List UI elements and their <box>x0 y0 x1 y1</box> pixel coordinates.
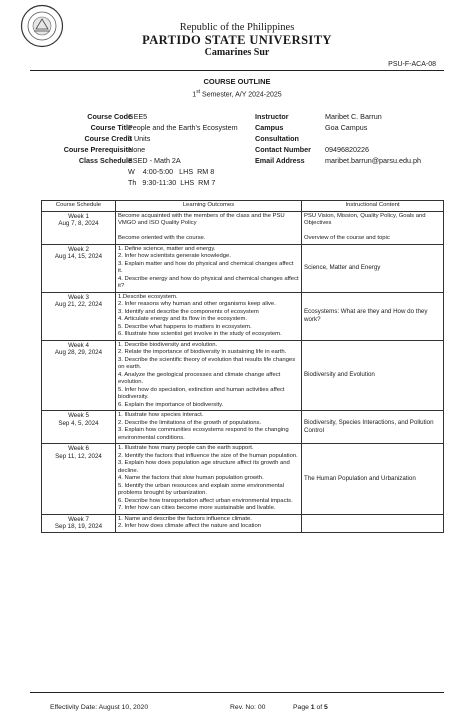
campus-value: Goa Campus <box>325 123 368 132</box>
row-learning-outcomes <box>116 340 302 411</box>
row-schedule <box>42 211 116 244</box>
week-label: Week 7 <box>68 515 89 523</box>
instructor-value: Maribet C. Barrun <box>325 112 382 121</box>
row-instructional-content <box>302 292 444 340</box>
outcome-line: 2. Infer how scientists generate knowledge. <box>118 253 231 259</box>
row-schedule <box>42 514 116 533</box>
outcome-line: 3. Explain how communities ecosystems respond to the changing environmental conditions. <box>118 427 289 441</box>
content-line: Biodiversity and Evolution <box>304 371 375 379</box>
outcome-line: 4. Describe energy and how do physical and chemical changes affect it? <box>118 275 299 289</box>
week-label: Week 2 <box>68 245 89 253</box>
header-divider <box>30 70 444 71</box>
outcome-line: 4. Articulate energy and its flow in the ecosystem. <box>118 316 248 322</box>
university-name: PARTIDO STATE UNIVERSITY <box>142 33 332 47</box>
outcome-line: 3. Describe the scientific theory of evolution that results life changes on earth. <box>118 356 296 370</box>
course-prerequisite-value: None <box>128 145 146 154</box>
week-label: Week 3 <box>68 293 89 301</box>
content-line: PSU Vision, Mission, Quality Policy, Goals and Objectives <box>304 212 426 226</box>
email-address-label: Email Address <box>255 156 305 165</box>
outcome-line: Become oriented with the course. <box>118 235 206 241</box>
week-dates: Aug 28, 29, 2024 <box>54 349 103 357</box>
content-line <box>304 228 441 236</box>
outcome-line: 7. Infer how can cities become more sustainable and livable. <box>118 505 276 511</box>
row-schedule <box>42 411 116 444</box>
row-instructional-content <box>302 340 444 411</box>
outcome-line: 3. Identify and describe the components of ecosystem <box>118 308 259 315</box>
outcome-line: 2. Describe the limitations of the growth of populations. <box>118 419 262 426</box>
week-dates: Aug 7, 8, 2024 <box>58 220 99 228</box>
outcome-line: 2. Infer reasons why human and other organisms keep alive. <box>118 301 276 307</box>
table-header-row <box>42 201 444 212</box>
row-instructional-content <box>302 211 444 244</box>
outcome-line: 5. Identify the urban resources and explain some environmental problems brought by urbanization. <box>118 482 285 496</box>
semester-line: 1st Semester, A/Y 2024-2025 <box>192 89 282 99</box>
outcome-line <box>118 228 299 236</box>
schedule-line-1: W 4:00-5:00 LHS RM 8 <box>128 167 215 176</box>
outcome-line: 6. Describe how transportation affect urban environmental impacts. <box>118 497 293 504</box>
republic-line: Republic of the Philippines <box>179 22 295 33</box>
outcome-line: 2. Infer how does climate affect the nature and location <box>118 523 261 529</box>
week-label: Week 5 <box>68 412 89 419</box>
course-credit-label: Course Credit <box>84 134 132 143</box>
content-line: Overview of the course and topic <box>304 235 390 241</box>
table-row <box>42 340 444 411</box>
outcome-line: 2. Relate the importance of biodiversity in sustaining life in earth. <box>118 349 287 355</box>
form-code: PSU-F-ACA-08 <box>388 61 436 68</box>
row-learning-outcomes <box>116 292 302 340</box>
row-instructional-content <box>302 514 444 533</box>
content-line: The Human Population and Urbanization <box>304 474 416 482</box>
row-learning-outcomes <box>116 411 302 444</box>
header-instructional-content: Instructional Content <box>302 201 444 212</box>
course-code-label: Course Code <box>87 112 132 121</box>
week-dates: Sep 4, 5, 2024 <box>58 419 99 427</box>
page-number: 1 <box>310 704 315 711</box>
course-code-value: GEE5 <box>128 112 148 121</box>
course-title-value: People and the Earth's Ecosystem <box>128 123 238 132</box>
consultation-label: Consultation <box>255 134 299 143</box>
outcome-line: Become acquainted with the members of the class and the PSU VMGO and ISO Quality Policy <box>118 212 285 226</box>
outcome-line: 1. Describe biodiversity and evolution. <box>118 341 218 348</box>
outcome-line: 5. Describe what happens to matters in ecosystem. <box>118 323 252 330</box>
revision-number: Rev. No: 00 <box>230 704 266 711</box>
outcome-line: 3. Explain matter and how do physical and chemical changes affect it. <box>118 260 294 274</box>
contact-number-value: 09496820226 <box>325 145 369 154</box>
class-schedule-value: BSED - Math 2A <box>128 156 181 165</box>
row-instructional-content <box>302 411 444 444</box>
week-label: Week 1 <box>68 212 89 220</box>
row-instructional-content <box>302 444 444 515</box>
course-title-label: Course Title <box>90 123 132 132</box>
outcome-line: 2. Identify the factors that influence the size of the human population. <box>118 452 298 459</box>
campus-label: Campus <box>255 123 284 132</box>
outcome-line: 1.Describe ecosystem. <box>118 293 178 300</box>
outcome-line: 4. Analyze the geological processes and climate change affect evolution. <box>118 371 281 385</box>
page-total: 5 <box>324 704 328 711</box>
contact-number-label: Contact Number <box>255 145 311 154</box>
content-line: Science, Matter and Energy <box>304 264 381 272</box>
week-label: Week 6 <box>68 445 89 452</box>
page-of: of <box>316 704 323 711</box>
class-schedule-label: Class Schedule <box>78 156 132 165</box>
content-line <box>304 519 441 527</box>
outcome-line: 1. Illustrate how species interact. <box>118 412 204 418</box>
instructor-label: Instructor <box>255 112 289 121</box>
header-learning-outcomes: Learning Outcomes <box>116 201 302 212</box>
table-row <box>42 211 444 244</box>
content-line: Ecosystems: What are they and How do they work? <box>304 308 428 323</box>
outcome-line: 6. Illustrate how scientist get involve in the study of ecosystem. <box>118 331 282 337</box>
table-row <box>42 444 444 515</box>
outcome-line: 1. Define science, matter and energy. <box>118 245 216 252</box>
week-dates: Sep 18, 19, 2024 <box>54 523 103 531</box>
schedule-line-2: Th 9:30-11:30 LHS RM 7 <box>128 178 216 187</box>
row-learning-outcomes <box>116 211 302 244</box>
email-address-value: maribet.barrun@parsu.edu.ph <box>325 156 421 165</box>
province-line: Camarines Sur <box>204 47 270 58</box>
week-dates: Sep 11, 12, 2024 <box>55 452 102 460</box>
page-prefix: Page <box>293 704 309 711</box>
content-line: Biodiversity, Species Interactions, and Pollution Control <box>304 419 434 434</box>
course-prerequisite-label: Course Prerequisite <box>63 145 132 154</box>
footer-divider <box>30 692 444 693</box>
table-row <box>42 292 444 340</box>
row-learning-outcomes <box>116 514 302 533</box>
table-row <box>42 514 444 533</box>
week-dates: Aug 14, 15, 2024 <box>54 253 103 261</box>
course-schedule-table <box>41 200 444 533</box>
outcome-line: 4. Name the factors that slow human population growth. <box>118 475 264 481</box>
effectivity-date: Effectivity Date: August 10, 2020 <box>50 704 149 711</box>
row-schedule <box>42 244 116 292</box>
week-label: Week 4 <box>68 341 89 349</box>
outcome-line: 1. Name and describe the factors influence climate. <box>118 515 252 522</box>
row-schedule <box>42 340 116 411</box>
header-course-schedule: Course Schedule <box>42 201 116 212</box>
course-outline-title: COURSE OUTLINE <box>203 77 271 86</box>
row-instructional-content <box>302 244 444 292</box>
outcome-line: 3. Explain how does population age structure affect its growth and decline. <box>118 460 290 474</box>
outcome-line: 5. Infer how do speciation, extinction and human activities affect biodiversity. <box>118 386 285 400</box>
course-credit-value: 3 Units <box>128 134 151 143</box>
row-schedule <box>42 292 116 340</box>
page-indicator <box>293 704 328 711</box>
week-dates: Aug 21, 22, 2024 <box>54 301 103 309</box>
outcome-line: 6. Explain the importance of biodiversity. <box>118 401 224 408</box>
table-row <box>42 411 444 444</box>
outcome-line: 1. Illustrate how many people can the earth support. <box>118 445 254 451</box>
row-learning-outcomes <box>116 444 302 515</box>
row-schedule <box>42 444 116 515</box>
table-row <box>42 244 444 292</box>
row-learning-outcomes <box>116 244 302 292</box>
